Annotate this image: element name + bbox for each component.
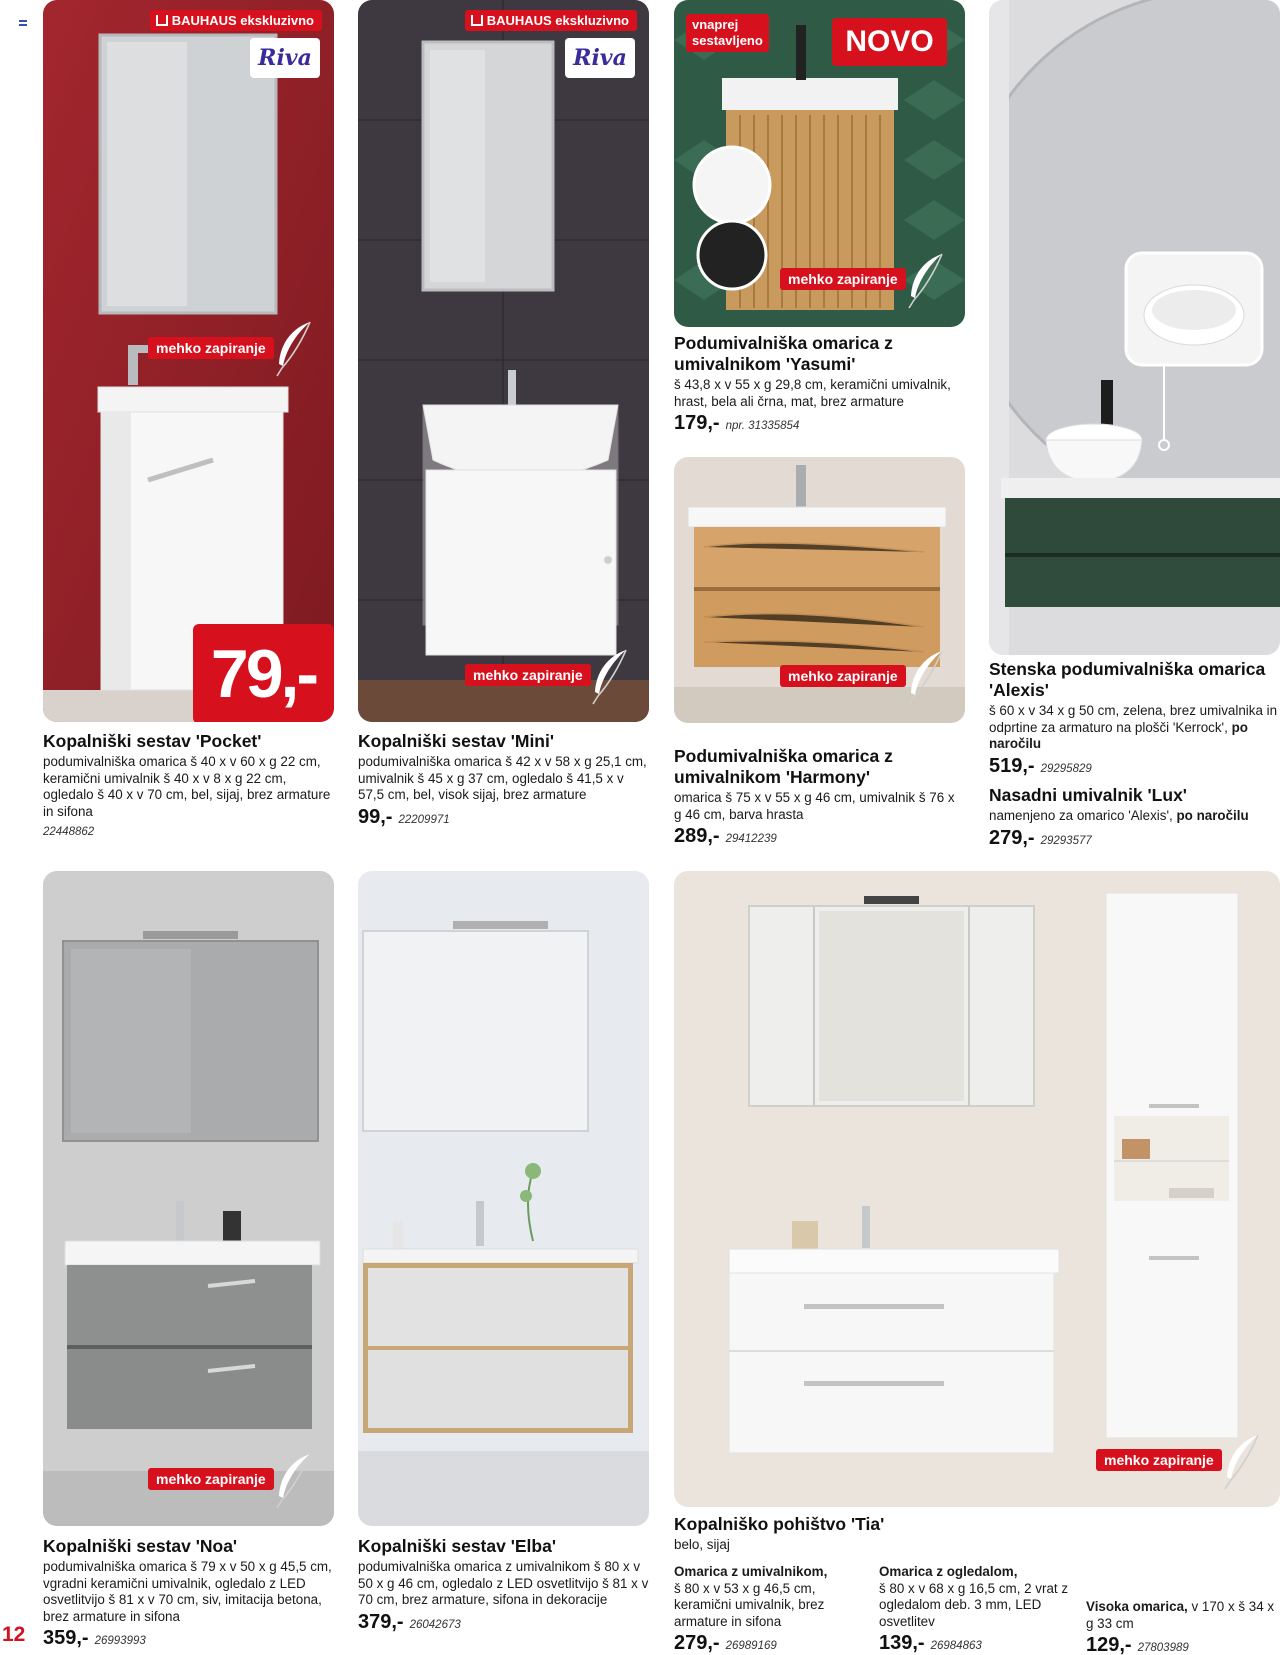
- feather-icon: [274, 1452, 314, 1510]
- bauhaus-exclusive-badge: BAUHAUS ekskluzivno: [465, 10, 637, 31]
- soft-close-badge: mehko zapiranje: [148, 337, 274, 359]
- soft-close-badge: mehko zapiranje: [148, 1468, 274, 1490]
- product-image-tia[interactable]: [674, 871, 1280, 1507]
- tia-vanity-description: Omarica z umivalnikom, š 80 x v 53 x g 46,5 cm, keramični umivalnik, brez armature in sifona: [674, 1564, 828, 1629]
- product-info-tia: [674, 1514, 974, 1554]
- soft-close-badge: mehko zapiranje: [780, 268, 906, 290]
- soft-close-badge: mehko zapiranje: [780, 665, 906, 687]
- article-number: 26984863: [930, 1640, 982, 1652]
- house-icon: [156, 15, 168, 26]
- article-number: 29293577: [1040, 834, 1092, 847]
- product-description: podumivalniška omarica z umivalnikom š 80 x v 50 x g 46 cm, ogledalo z LED osvetlitvijo š 81 x v 70 cm, brez armature, sifona in dekoracije: [358, 1559, 649, 1607]
- product-title: Stenska podumivalniška omarica 'Alexis': [989, 659, 1266, 700]
- product-price: 139,-: [879, 1632, 925, 1654]
- riva-logo: Riva: [565, 38, 635, 78]
- product-title: Kopalniški sestav 'Mini': [358, 731, 555, 751]
- product-image-yasumi[interactable]: [674, 0, 965, 327]
- product-description: podumivalniška omarica š 42 x v 58 x g 25,1 cm, umivalnik š 45 x g 37 cm, ogledalo š 41,5 x v 57,5 cm, bel, visok sijaj, brez armature: [358, 754, 647, 802]
- product-image-alexis[interactable]: [989, 0, 1280, 655]
- corner-mark: [19, 20, 27, 26]
- article-number: 26989169: [725, 1640, 777, 1652]
- product-info-alexis: [989, 659, 1280, 778]
- product-info-harmony: [674, 746, 965, 848]
- product-title: Podumivalniška omarica z umivalnikom 'Yasumi': [674, 333, 893, 374]
- prebuilt-badge: vnaprej sestavljeno: [686, 14, 769, 52]
- article-number: 29412239: [725, 833, 777, 845]
- price-badge: 79,-: [193, 624, 334, 722]
- feather-icon: [906, 252, 946, 310]
- noa-photo: [43, 871, 334, 1526]
- soft-close-badge: mehko zapiranje: [1096, 1449, 1222, 1471]
- tia-mirror-description: Omarica z ogledalom, š 80 x v 68 x g 16,5 cm, 2 vrat z ogledalom deb. 3 mm, LED osvetlitev: [879, 1564, 1069, 1629]
- article-number: 26993993: [94, 1635, 146, 1647]
- product-price: 379,-: [358, 1610, 404, 1633]
- product-subtitle: belo, sijaj: [674, 1537, 730, 1552]
- product-description: š 43,8 x v 55 x g 29,8 cm, keramični umivalnik, hrast, bela ali črna, mat, brez armature: [674, 377, 951, 409]
- article-number: 22209971: [398, 813, 450, 826]
- product-image-mini[interactable]: [358, 0, 649, 722]
- product-image-harmony[interactable]: [674, 457, 965, 723]
- product-description: podumivalniška omarica š 79 x v 50 x g 45,5 cm, vgradni keramični umivalnik, ogledalo z LED osvetlitvijo š 81 x v 70 cm, siv, imitacija betona, brez armature in sifona: [43, 1559, 332, 1624]
- product-price: 279,-: [989, 826, 1035, 849]
- product-info-yasumi: [674, 333, 965, 435]
- article-number: 29295829: [1040, 762, 1092, 775]
- elba-photo: [358, 871, 649, 1526]
- product-info-pocket: [43, 731, 334, 840]
- tia-mirror-cabinet-info: [879, 1562, 1079, 1655]
- mini-photo: [358, 0, 649, 722]
- product-title: Podumivalniška omarica z umivalnikom 'Harmony': [674, 746, 893, 787]
- product-price: 279,-: [674, 1632, 720, 1654]
- product-description: omarica š 75 x v 55 x g 46 cm, umivalnik š 76 x g 46 cm, barva hrasta: [674, 790, 955, 822]
- page-number: 12: [2, 1623, 26, 1646]
- product-price: 129,-: [1086, 1634, 1132, 1655]
- soft-close-badge: mehko zapiranje: [465, 664, 591, 686]
- product-info-lux: [989, 785, 1280, 850]
- tia-photo: [674, 871, 1280, 1507]
- product-price: 289,-: [674, 825, 720, 847]
- product-info-mini: [358, 731, 649, 829]
- product-title: Kopalniški sestav 'Noa': [43, 1536, 238, 1556]
- riva-logo: Riva: [250, 38, 320, 78]
- article-number: 27803989: [1137, 1642, 1189, 1654]
- article-number: npr. 31335854: [725, 420, 800, 432]
- new-badge: NOVO: [832, 18, 947, 66]
- house-icon: [471, 15, 483, 26]
- product-price: 99,-: [358, 805, 393, 828]
- product-info-elba: [358, 1536, 649, 1634]
- feather-icon: [590, 648, 630, 706]
- article-number: 22448862: [43, 826, 95, 838]
- tia-tall-cabinet-info: [1086, 1597, 1280, 1655]
- product-title: Kopalniško pohištvo 'Tia': [674, 1514, 885, 1534]
- product-price: 359,-: [43, 1627, 89, 1649]
- tia-vanity-info: [674, 1562, 874, 1655]
- product-info-noa: [43, 1536, 334, 1650]
- feather-icon: [274, 320, 314, 378]
- product-description: podumivalniška omarica š 40 x v 60 x g 22 cm, keramični umivalnik š 40 x v 8 x g 22 cm, ogledalo š 40 x v 70 cm, bel, sijaj, brez armature in sifona: [43, 754, 331, 819]
- product-description: namenjeno za omarico 'Alexis', po naročilu: [989, 808, 1249, 823]
- tia-tall-description: Visoka omarica, v 170 x š 34 x g 33 cm: [1086, 1599, 1275, 1631]
- product-title: Nasadni umivalnik 'Lux': [989, 785, 1187, 805]
- bauhaus-exclusive-badge: BAUHAUS ekskluzivno: [150, 10, 322, 31]
- feather-icon: [906, 649, 946, 707]
- article-number: 26042673: [409, 1618, 461, 1631]
- feather-icon: [1222, 1433, 1262, 1491]
- product-price: 179,-: [674, 412, 720, 434]
- product-title: Kopalniški sestav 'Elba': [358, 1536, 556, 1556]
- alexis-photo: [989, 0, 1280, 655]
- product-price: 519,-: [989, 754, 1035, 777]
- product-description: š 60 x v 34 x g 50 cm, zelena, brez umivalnika in odprtine za armaturo na plošči 'Kerrock', po naročilu: [989, 703, 1278, 751]
- product-image-pocket[interactable]: [43, 0, 334, 722]
- product-image-elba[interactable]: [358, 871, 649, 1526]
- product-image-noa[interactable]: [43, 871, 334, 1526]
- product-title: Kopalniški sestav 'Pocket': [43, 731, 262, 751]
